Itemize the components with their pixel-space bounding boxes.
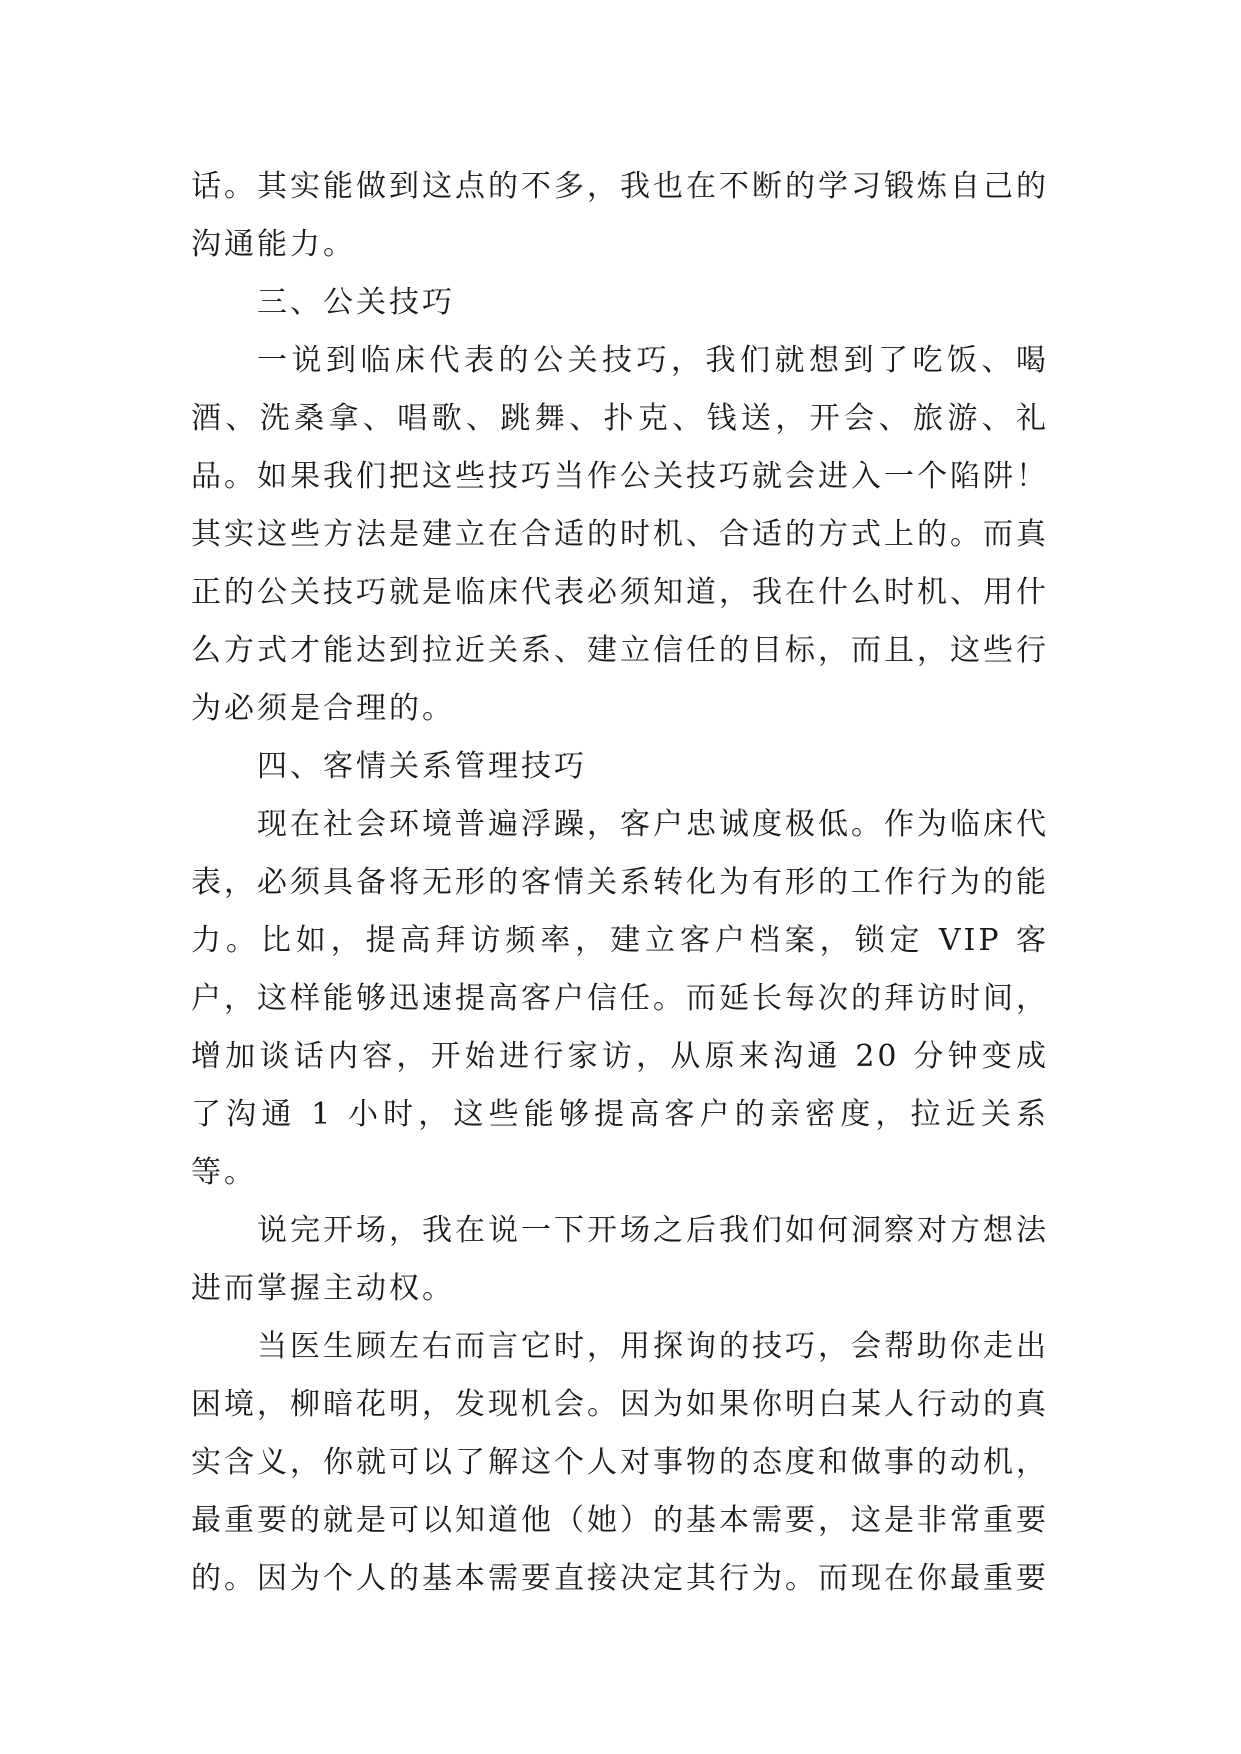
section-heading: 三、公关技巧 — [257, 285, 455, 320]
paragraph: 现在社会环境普遍浮躁，客户忠诚度极低。作为临床代表，必须具备将无形的客情关系转化为有形的工作行为的能力。比如，提高拜访频率，建立客户档案，锁定 VIP 客户，这样能够迅速提高客户信任。而延长每次的拜访时间，增加谈话内容，开始进行家访，从原来沟通 20 分钟变成了沟通 1 小时，这些能够提高客户的亲密度，拉近关系等。 — [191, 807, 1049, 1190]
paragraph: 说完开场，我在说一下开场之后我们如何洞察对方想法进而掌握主动权。 — [191, 1213, 1049, 1306]
paragraph: 一说到临床代表的公关技巧，我们就想到了吃饭、喝酒、洗桑拿、唱歌、跳舞、扑克、钱送，开会、旅游、礼品。如果我们把这些技巧当作公关技巧就会进入一个陷阱！其实这些方法是建立在合适的时机、合适的方式上的。而真正的公关技巧就是临床代表必须知道，我在什么时机、用什么方式才能达到拉近关系、建立信任的目标，而且，这些行为必须是合理的。 — [191, 343, 1049, 726]
paragraph: 当医生顾左右而言它时，用探询的技巧，会帮助你走出困境，柳暗花明，发现机会。因为如果你明白某人行动的真实含义，你就可以了解这个人对事物的态度和做事的动机，最重要的就是可以知道他（她）的基本需要，这是非常重要的。因为个人的基本需要直接决定其行为。而现在你最重要 — [191, 1329, 1049, 1596]
section-heading: 四、客情关系管理技巧 — [257, 749, 587, 784]
document-body — [191, 158, 1049, 1608]
paragraph: 话。其实能做到这点的不多，我也在不断的学习锻炼自己的沟通能力。 — [191, 169, 1049, 262]
